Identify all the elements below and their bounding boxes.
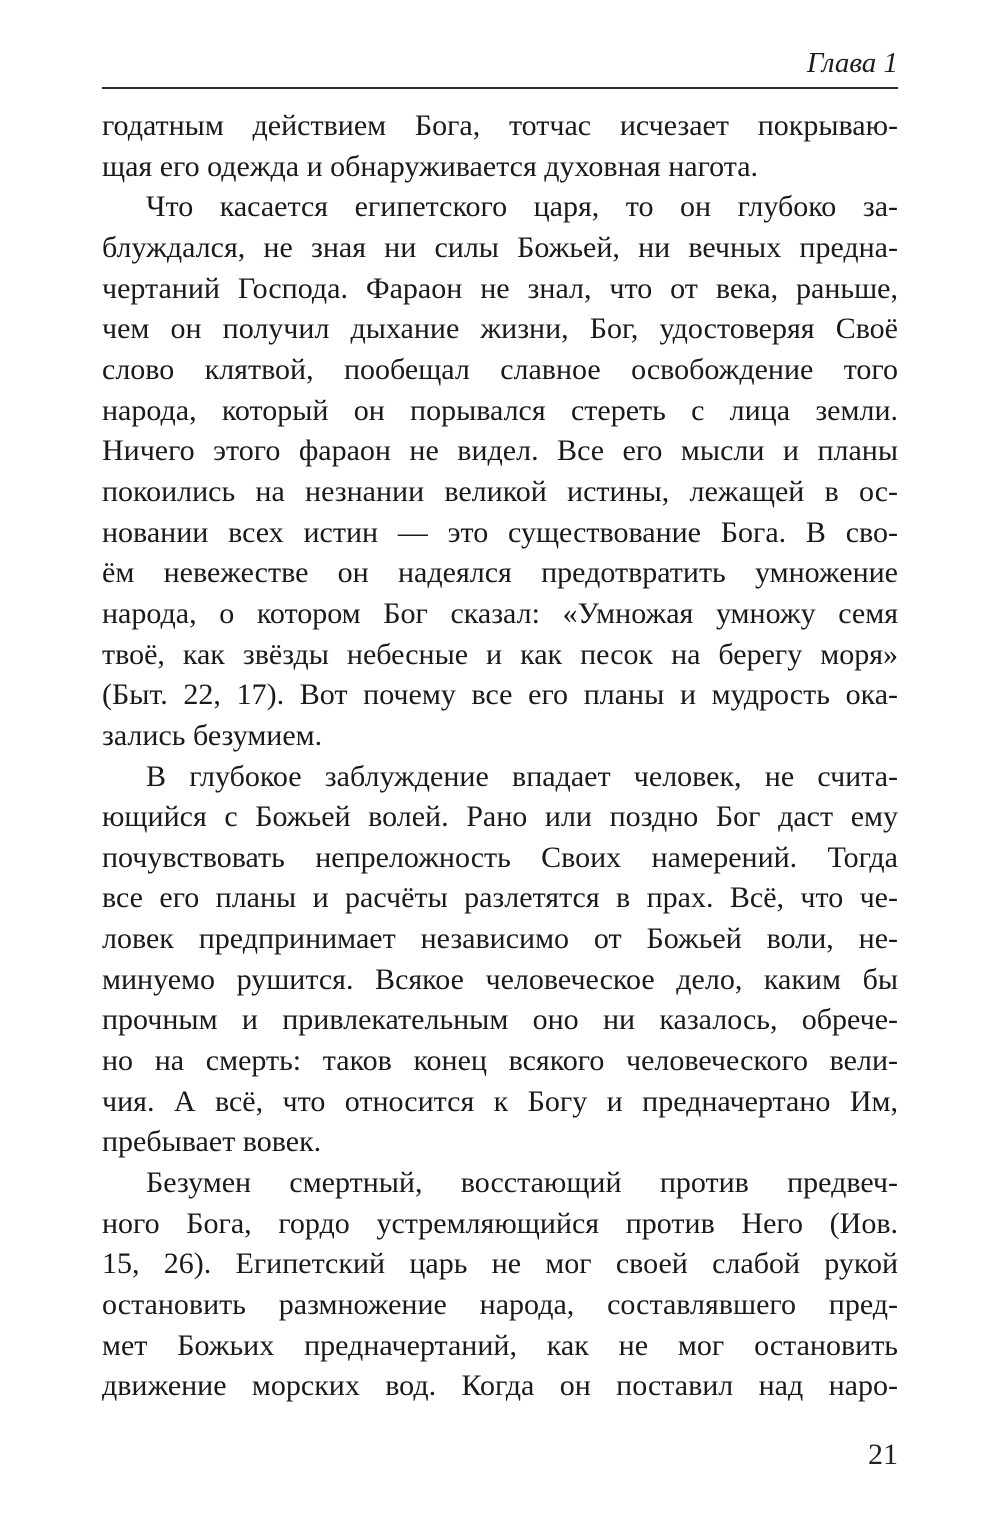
header-rule (102, 87, 898, 89)
text-line: Что касается египетского царя, то он глубоко за- (146, 190, 898, 224)
text-line: но на смерть: таков конец всякого человеческого вели- (102, 1044, 898, 1078)
text-line: мет Божьих предначертаний, как не мог остановить (102, 1328, 898, 1362)
page-number: 21 (868, 1438, 898, 1471)
text-line: народа, о котором Бог сказал: «Умножая умножу семя (102, 596, 898, 630)
text-line: щая его одежда и обнаруживается духовная нагота. (102, 149, 759, 183)
body-text (102, 106, 898, 1407)
paragraph (102, 1163, 898, 1407)
text-line: движение морских вод. Когда он поставил над наро- (102, 1369, 898, 1403)
text-line: слово клятвой, пообещал славное освобождение того (102, 352, 898, 386)
text-line: 15, 26). Египетский царь не мог своей слабой рукой (102, 1247, 898, 1281)
text-line: покоились на незнании великой истины, лежащей в ос- (102, 474, 898, 508)
text-line: минуемо рушится. Всякое человеческое дело, каким бы (102, 962, 898, 996)
text-line: новании всех истин — это существование Бога. В сво- (102, 515, 898, 549)
text-line: все его планы и расчёты разлетятся в прах. Всё, что че- (102, 881, 898, 915)
text-line: ём невежестве он надеялся предотвратить умножение (102, 556, 898, 590)
text-line: ловек предпринимает независимо от Божьей воли, не- (102, 922, 898, 956)
text-line: ного Бога, гордо устремляющийся против Него (Иов. (102, 1206, 898, 1240)
text-line: Безумен смертный, восстающий против предвеч- (146, 1166, 898, 1200)
text-line: зались безумием. (102, 718, 323, 752)
text-line: годатным действием Бога, тотчас исчезает покрываю- (102, 109, 898, 142)
text-line: (Быт. 22, 17). Вот почему все его планы и мудрость ока- (102, 678, 898, 712)
text-line: пребывает вовек. (102, 1125, 322, 1159)
running-head (102, 46, 898, 80)
text-line: прочным и привлекательным оно ни казалось, обрече- (102, 1003, 898, 1037)
text-line: твоё, как звёзды небесные и как песок на берегу моря» (102, 637, 898, 671)
text-line: остановить размножение народа, составлявшего пред- (102, 1288, 898, 1322)
text-line: блуждался, не зная ни силы Божьей, ни вечных предна- (102, 230, 898, 264)
paragraph (102, 187, 898, 756)
text-line: народа, который он порывался стереть с лица земли. (102, 393, 898, 427)
text-line: В глубокое заблуждение впадает человек, не счита- (146, 759, 898, 793)
text-line: Ничего этого фараон не видел. Все его мысли и планы (102, 434, 898, 468)
paragraph (102, 106, 898, 187)
text-line: чия. А всё, что относится к Богу и предначертано Им, (102, 1084, 898, 1118)
text-line: чем он получил дыхание жизни, Бог, удостоверяя Своё (102, 312, 898, 346)
chapter-heading: Глава 1 (806, 47, 898, 79)
text-line: ющийся с Божьей волей. Рано или поздно Бог даст ему (102, 800, 898, 834)
text-line: почувствовать непреложность Своих намерений. Тогда (102, 840, 898, 874)
paragraph (102, 757, 898, 1164)
text-line: чертаний Господа. Фараон не знал, что от века, раньше, (102, 271, 898, 305)
